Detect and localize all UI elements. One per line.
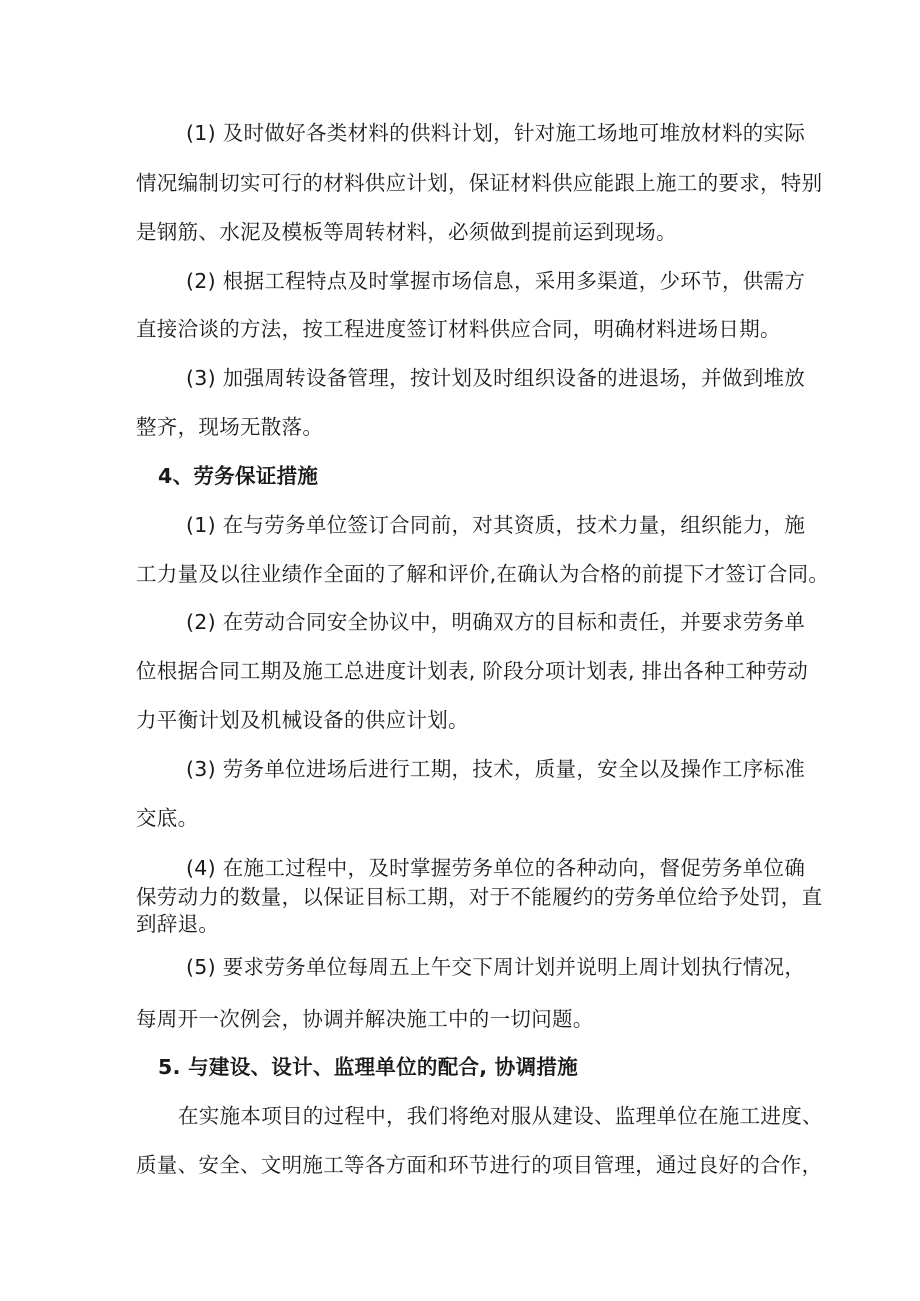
paragraph-line: 质量、安全、文明施工等各方面和环节进行的项目管理，通过良好的合作， (136, 1153, 823, 1177)
paragraph-line: (2) 在劳动合同安全协议中，明确双方的目标和责任，并要求劳务单 (186, 610, 806, 634)
paragraph-line: (3) 加强周转设备管理，按计划及时组织设备的进退场，并做到堆放 (186, 366, 806, 390)
paragraph-line: 在实施本项目的过程中，我们将绝对服从建设、监理单位在施工进度、 (178, 1104, 823, 1128)
paragraph-line: 每周开一次例会，协调并解决施工中的一切问题。 (136, 1007, 594, 1031)
paragraph-line: (1) 在与劳务单位签订合同前，对其资质，技术力量，组织能力，施 (186, 513, 806, 537)
paragraph-line: 交底。 (136, 806, 199, 830)
paragraph-line: 情况编制切实可行的材料供应计划，保证材料供应能跟上施工的要求，特别 (136, 171, 823, 195)
paragraph-line: (2) 根据工程特点及时掌握市场信息，采用多渠道，少环节，供需方 (186, 269, 806, 293)
paragraph-line: 位根据合同工期及施工总进度计划表, 阶段分项计划表, 排出各种工种劳动 (136, 659, 809, 683)
paragraph-line: 保劳动力的数量，以保证目标工期，对于不能履约的劳务单位给予处罚，直 (136, 885, 823, 909)
paragraph-line: (5) 要求劳务单位每周五上午交下周计划并说明上周计划执行情况， (186, 955, 806, 979)
paragraph-line: 到辞退。 (136, 912, 220, 936)
paragraph-line: 是钢筋、水泥及模板等周转材料，必须做到提前运到现场。 (136, 220, 677, 244)
section-heading: 4、劳务保证措施 (158, 464, 319, 488)
paragraph-line: (1) 及时做好各类材料的供料计划，针对施工场地可堆放材料的实际 (186, 121, 806, 145)
section-heading: 5. 与建设、设计、监理单位的配合, 协调措施 (158, 1055, 579, 1079)
paragraph-line: (4) 在施工过程中，及时掌握劳务单位的各种动向，督促劳务单位确 (186, 856, 806, 880)
paragraph-line: 直接洽谈的方法，按工程进度签订材料供应合同，明确材料进场日期。 (136, 317, 781, 341)
paragraph-line: 工力量及以往业绩作全面的了解和评价,在确认为合格的前提下才签订合同。 (136, 562, 830, 586)
paragraph-line: 力平衡计划及机械设备的供应计划。 (136, 708, 469, 732)
paragraph-line: 整齐，现场无散落。 (136, 415, 324, 439)
paragraph-line: (3) 劳务单位进场后进行工期，技术，质量，安全以及操作工序标准 (186, 757, 806, 781)
